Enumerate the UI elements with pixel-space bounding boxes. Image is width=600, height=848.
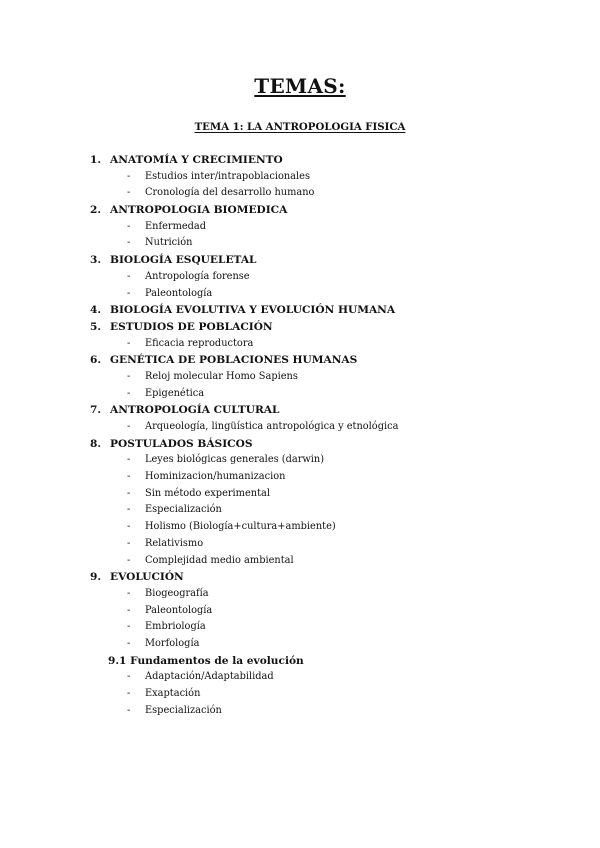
list-item-text: Leyes biológicas generales (darwin) — [145, 454, 325, 466]
dash-bullet: - — [127, 587, 131, 599]
dash-bullet: - — [127, 471, 131, 483]
list-item-text: Especialización — [145, 704, 222, 716]
outline-section — [0, 152, 600, 202]
dash-bullet: - — [127, 170, 131, 182]
section-title: ANTROPOLOGIA BIOMEDICA — [110, 204, 288, 217]
list-item — [0, 603, 600, 620]
list-item-text: Estudios inter/intrapoblacionales — [145, 170, 310, 182]
outline-section — [0, 352, 600, 402]
list-item — [0, 235, 600, 252]
list-item — [0, 553, 600, 570]
section-title: GENÉTICA DE POBLACIONES HUMANAS — [110, 354, 358, 367]
section-title: BIOLOGÍA EVOLUTIVA Y EVOLUCIÓN HUMANA — [110, 304, 396, 317]
list-item — [0, 536, 600, 553]
dash-bullet: - — [127, 237, 131, 249]
topic-outline — [0, 152, 600, 719]
list-item — [0, 586, 600, 603]
topic-subtitle: TEMA 1: LA ANTROPOLOGIA FISICA — [194, 121, 406, 133]
subsection-heading — [0, 653, 600, 670]
outline-section — [0, 302, 600, 319]
list-item — [0, 169, 600, 186]
list-item-text: Biogeografía — [145, 587, 209, 599]
list-item — [0, 369, 600, 386]
dash-bullet: - — [127, 220, 131, 232]
list-item-text: Complejidad medio ambiental — [145, 554, 294, 566]
list-item — [0, 502, 600, 519]
outline-section — [0, 569, 600, 719]
list-item-text: Adaptación/Adaptabilidad — [145, 671, 274, 683]
dash-bullet: - — [127, 454, 131, 466]
dash-bullet: - — [127, 671, 131, 683]
dash-bullet: - — [127, 704, 131, 716]
section-number: 8. — [90, 437, 102, 450]
outline-section — [0, 402, 600, 435]
list-item-text: Enfermedad — [145, 220, 207, 232]
section-number: 3. — [90, 254, 102, 267]
list-item — [0, 703, 600, 720]
section-heading — [0, 402, 600, 419]
list-item-text: Epigenética — [145, 387, 205, 399]
list-item — [0, 669, 600, 686]
section-number: 5. — [90, 320, 102, 333]
dash-bullet: - — [127, 521, 131, 533]
dash-bullet: - — [127, 270, 131, 282]
section-title: POSTULADOS BÁSICOS — [110, 437, 253, 450]
list-item-text: Cronología del desarrollo humano — [145, 187, 315, 199]
section-number: 2. — [90, 204, 102, 217]
section-number: 1. — [90, 154, 102, 166]
list-item — [0, 519, 600, 536]
section-heading — [0, 152, 600, 169]
section-title: EVOLUCIÓN — [110, 571, 184, 584]
list-item-text: Reloj molecular Homo Sapiens — [145, 370, 298, 382]
dash-bullet: - — [127, 688, 131, 699]
outline-section — [0, 436, 600, 570]
section-number: 9. — [90, 571, 102, 584]
dash-bullet: - — [127, 504, 131, 516]
list-item — [0, 269, 600, 286]
list-item-text: Arqueología, lingüística antropológica y etnológica — [145, 421, 399, 432]
dash-bullet: - — [127, 370, 131, 382]
section-number: 4. — [90, 304, 102, 317]
list-item-text: Paleontología — [145, 287, 213, 299]
section-number: 7. — [90, 404, 102, 417]
list-item-text: Eficacia reproductora — [145, 337, 254, 349]
list-item — [0, 185, 600, 202]
list-item-text: Holismo (Biología+cultura+ambiente) — [145, 521, 336, 533]
dash-bullet: - — [127, 287, 131, 299]
list-item — [0, 636, 600, 653]
dash-bullet: - — [127, 604, 131, 616]
list-item-text: Hominizacion/humanizacion — [145, 471, 286, 483]
list-item-text: Exaptación — [145, 688, 201, 699]
list-item — [0, 486, 600, 503]
dash-bullet: - — [127, 554, 131, 566]
list-item — [0, 619, 600, 636]
section-heading — [0, 352, 600, 369]
dash-bullet: - — [127, 621, 131, 633]
list-item — [0, 286, 600, 303]
section-title: ANATOMÍA Y CRECIMIENTO — [110, 154, 283, 166]
dash-bullet: - — [127, 187, 131, 199]
section-number: 6. — [90, 354, 102, 367]
dash-bullet: - — [127, 637, 131, 649]
section-heading — [0, 252, 600, 269]
page-title: TEMAS: — [254, 74, 346, 98]
section-title: BIOLOGÍA ESQUELETAL — [110, 254, 257, 267]
dash-bullet: - — [127, 387, 131, 399]
list-item — [0, 419, 600, 436]
dash-bullet: - — [127, 421, 131, 432]
list-item — [0, 469, 600, 486]
list-item — [0, 452, 600, 469]
dash-bullet: - — [127, 487, 131, 499]
list-item — [0, 686, 600, 703]
list-item-text: Embriología — [145, 621, 206, 633]
section-heading — [0, 302, 600, 319]
section-title: ESTUDIOS DE POBLACIÓN — [110, 320, 273, 333]
outline-section — [0, 202, 600, 252]
section-heading — [0, 202, 600, 219]
list-item-text: Especialización — [145, 504, 222, 516]
outline-section — [0, 252, 600, 302]
list-item — [0, 219, 600, 236]
section-heading — [0, 436, 600, 453]
outline-section — [0, 319, 600, 352]
list-item — [0, 336, 600, 353]
list-item-text: Antropología forense — [145, 270, 250, 282]
list-item-text: Paleontología — [145, 604, 213, 616]
list-item — [0, 386, 600, 403]
section-heading — [0, 569, 600, 586]
dash-bullet: - — [127, 337, 131, 349]
list-item-text: Sin método experimental — [145, 487, 270, 499]
dash-bullet: - — [127, 537, 131, 549]
section-title: ANTROPOLOGÍA CULTURAL — [110, 404, 280, 417]
section-heading — [0, 319, 600, 336]
subsection-title: 9.1 Fundamentos de la evolución — [108, 654, 304, 667]
list-item-text: Relativismo — [145, 537, 204, 549]
list-item-text: Nutrición — [145, 237, 193, 249]
list-item-text: Morfología — [145, 637, 200, 649]
